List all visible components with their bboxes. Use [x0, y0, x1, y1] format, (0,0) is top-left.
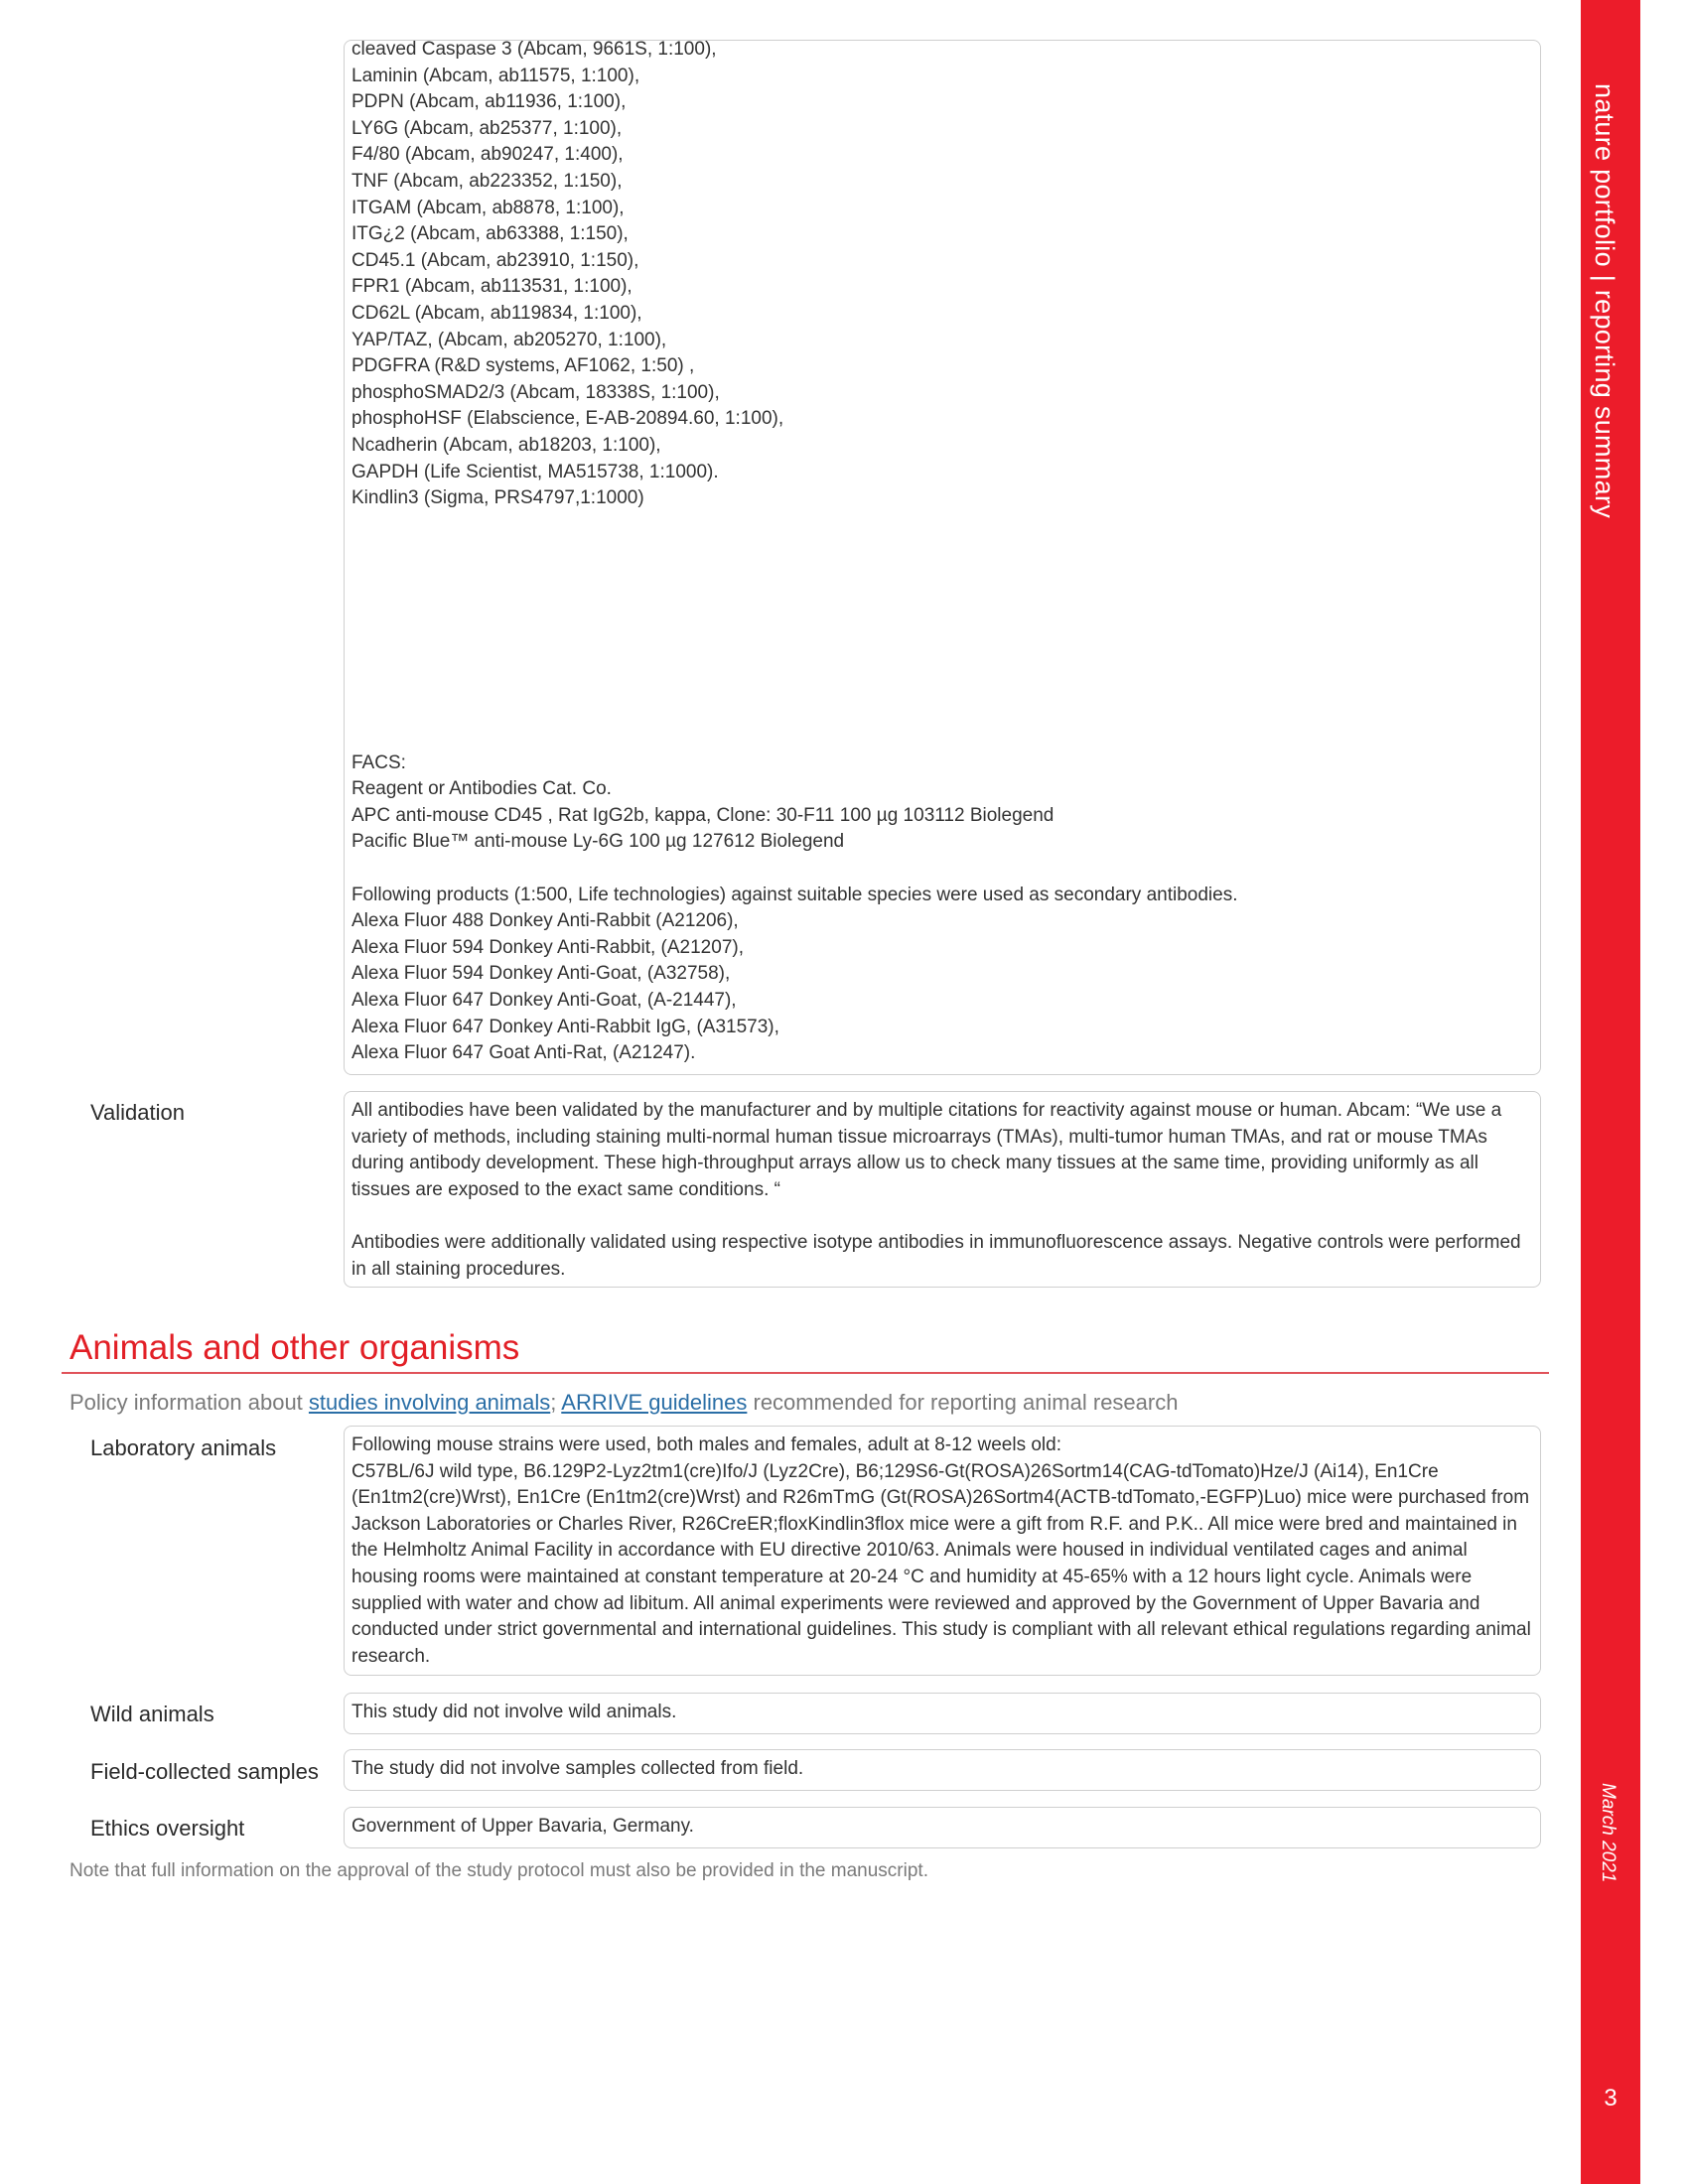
- secondary-antibody-line: Alexa Fluor 647 Goat Anti-Rat, (A21247).: [352, 1042, 696, 1064]
- laboratory-animals-label: Laboratory animals: [90, 1435, 277, 1460]
- antibody-line: YAP/TAZ, (Abcam, ab205270, 1:100),: [352, 329, 667, 350]
- laboratory-animals-box: [344, 1426, 1541, 1676]
- antibody-line: TNF (Abcam, ab223352, 1:150),: [352, 170, 623, 192]
- section-divider: [62, 1372, 1549, 1374]
- antibody-line: ITG¿2 (Abcam, ab63388, 1:150),: [352, 223, 629, 245]
- secondary-antibody-line: Alexa Fluor 488 Donkey Anti-Rabbit (A21206),: [352, 910, 739, 932]
- lab-animals-text: C57BL/6J wild type, B6.129P2-Lyz2tm1(cre)Ifo/J (Lyz2Cre), B6;129S6-Gt(ROSA)26Sortm14(CAG-tdTomato)Hze/J (Ai14), En1Cre (En1tm2(cre)Wrst), En1Cre (En1tm2(cre)Wrst) and R26mTmG (Gt(ROSA)26Sortm4(ACTB-tdTomato,-EGFP)Luo) mice were purchased from Jackson Laboratories or Charles River, R26CreER;floxKindlin3flox mice were a gift from R.F. and P.K.. All mice were bred and maintained in the Helmholtz Animal Facility in accordance with EU directive 2010/63. Animals were housed in individual ventilated cages and animal housing rooms were maintained at constant temperature at 20-24 °C and humidity at 45-65% with a 12 hours light cycle. Animals were supplied with water and chow ad libitum. All animal experiments were reviewed and approved by the Government of Upper Bavaria and conducted under strict governmental and international guidelines. This study is compliant with all relevant ethical regulations regarding animal research.: [352, 1460, 1531, 1667]
- validation-box: [344, 1091, 1541, 1288]
- sidebar-title: nature portfolio | reporting summary: [1590, 83, 1619, 519]
- antibody-line: Laminin (Abcam, ab11575, 1:100),: [352, 65, 640, 86]
- approval-note: Note that full information on the approval of the study protocol must also be provided in the manuscript.: [70, 1860, 928, 1881]
- antibody-line: Kindlin3 (Sigma, PRS4797,1:1000): [352, 487, 644, 509]
- antibody-line: PDGFRA (R&D systems, AF1062, 1:50) ,: [352, 355, 695, 377]
- validation-text: All antibodies have been validated by the manufacturer and by multiple citations for reactivity against mouse or human. Abcam: “We use a variety of methods, including staining multi-normal human tissue microarrays (TMAs), multi-tumor human TMAs, and rat or mouse TMAs during antibody development. These high-throughput arrays allow us to check many tissues at the same time, providing uniformly as all tissues are exposed to the exact same conditions. “: [352, 1100, 1502, 1200]
- page-number: 3: [1604, 2085, 1618, 2112]
- policy-prefix: Policy information about: [70, 1390, 309, 1415]
- antibody-line: FPR1 (Abcam, ab113531, 1:100),: [352, 276, 633, 298]
- antibody-line: PDPN (Abcam, ab11936, 1:100),: [352, 91, 627, 113]
- field-samples-text: The study did not involve samples collected from field.: [352, 1758, 804, 1779]
- facs-line: APC anti-mouse CD45 , Rat IgG2b, kappa, Clone: 30-F11 100 µg 103112 Biolegend: [352, 804, 1055, 826]
- facs-line: Pacific Blue™ anti-mouse Ly-6G 100 µg 127612 Biolegend: [352, 831, 845, 853]
- secondary-antibody-line: Alexa Fluor 647 Donkey Anti-Rabbit IgG, (A31573),: [352, 1016, 779, 1037]
- antibody-line: cleaved Caspase 3 (Abcam, 9661S, 1:100),: [352, 40, 717, 60]
- facs-line: Reagent or Antibodies Cat. Co.: [352, 778, 612, 800]
- antibody-line: phosphoSMAD2/3 (Abcam, 18338S, 1:100),: [352, 381, 720, 403]
- section-title: Animals and other organisms: [70, 1328, 520, 1367]
- field-collected-samples-label: Field-collected samples: [90, 1759, 319, 1784]
- antibody-line: ITGAM (Abcam, ab8878, 1:100),: [352, 197, 625, 218]
- secondary-antibody-line: Alexa Fluor 594 Donkey Anti-Goat, (A32758),: [352, 963, 731, 985]
- wild-animals-box: [344, 1693, 1541, 1734]
- field-collected-samples-box: [344, 1749, 1541, 1791]
- policy-separator: ;: [550, 1390, 562, 1415]
- lab-animals-intro: Following mouse strains were used, both males and females, adult at 8-12 weels old:: [352, 1434, 1061, 1455]
- facs-heading: FACS:: [352, 751, 406, 773]
- ethics-oversight-box: [344, 1807, 1541, 1848]
- wild-animals-text: This study did not involve wild animals.: [352, 1702, 677, 1722]
- antibody-line: CD45.1 (Abcam, ab23910, 1:150),: [352, 249, 639, 271]
- ethics-text: Government of Upper Bavaria, Germany.: [352, 1816, 694, 1837]
- policy-info: [70, 1390, 1178, 1416]
- sidebar-date: March 2021: [1598, 1783, 1618, 1883]
- policy-suffix: recommended for reporting animal research: [747, 1390, 1179, 1415]
- validation-label: Validation: [90, 1100, 185, 1125]
- antibody-line: GAPDH (Life Scientist, MA515738, 1:1000).: [352, 461, 719, 482]
- arrive-guidelines-link[interactable]: ARRIVE guidelines: [561, 1390, 748, 1415]
- antibodies-used-box: [344, 40, 1541, 1075]
- wild-animals-label: Wild animals: [90, 1702, 214, 1726]
- antibody-line: CD62L (Abcam, ab119834, 1:100),: [352, 302, 642, 324]
- antibody-line: F4/80 (Abcam, ab90247, 1:400),: [352, 144, 624, 166]
- antibody-line: LY6G (Abcam, ab25377, 1:100),: [352, 117, 623, 139]
- secondary-antibody-line: Alexa Fluor 647 Donkey Anti-Goat, (A-21447),: [352, 990, 737, 1012]
- studies-involving-animals-link[interactable]: studies involving animals: [308, 1390, 551, 1415]
- secondary-antibody-line: Alexa Fluor 594 Donkey Anti-Rabbit, (A21207),: [352, 936, 744, 958]
- antibody-line: phosphoHSF (Elabscience, E-AB-20894.60, 1:100),: [352, 408, 784, 430]
- secondary-intro: Following products (1:500, Life technologies) against suitable species were used as secondary antibodies.: [352, 884, 1238, 905]
- validation-text: Antibodies were additionally validated using respective isotype antibodies in immunofluorescence assays. Negative controls were performed in all staining procedures.: [352, 1231, 1521, 1280]
- antibody-line: Ncadherin (Abcam, ab18203, 1:100),: [352, 434, 661, 456]
- ethics-oversight-label: Ethics oversight: [90, 1816, 245, 1841]
